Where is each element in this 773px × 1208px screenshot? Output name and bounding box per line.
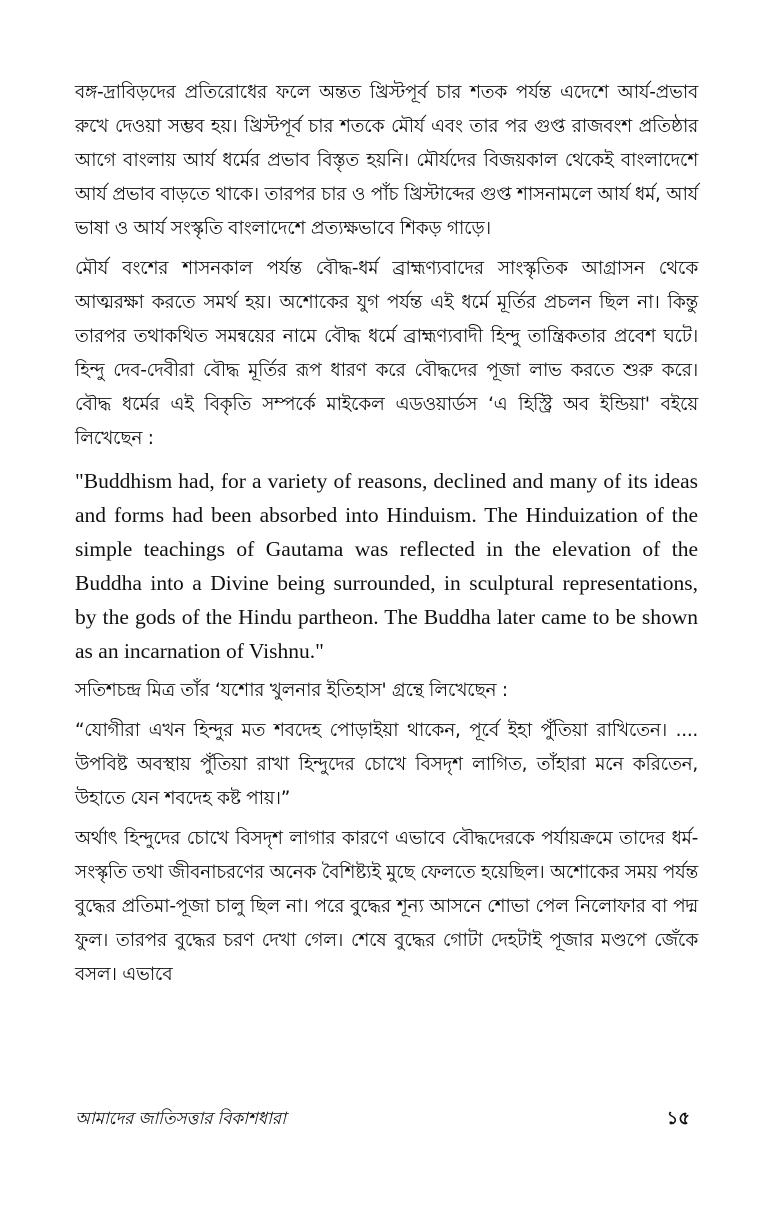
paragraph-citation-intro: সতিশচন্দ্র মিত্র তাঁর ‘যশোর খুলনার ইতিহাস' গ্রন্থে লিখেছেন : <box>75 680 508 701</box>
paragraph-buddhism-resistance: মৌর্য বংশের শাসনকাল পর্যন্ত বৌদ্ধ-ধর্ম ব্রাহ্মণ্যবাদের সাংস্কৃতিক আগ্রাসন থেকে আত্মরক্ষা করতে সমর্থ হয়। অশোকের যুগ পর্যন্ত এই ধর্মে মূর্তির প্রচলন ছিল না। কিন্তু তারপর তথাকথিত সমন্বয়ের নামে বৌদ্ধ ধর্মে ব্রাহ্মণ্যবাদী হিন্দু তান্ত্রিকতার প্রবেশ ঘটে। হিন্দু দেব-দেবীরা বৌদ্ধ মূর্তির রূপ ধারণ করে বৌদ্ধদের পূজা লাভ করতে শুরু করে। বৌদ্ধ ধর্মের এই বিকৃতি সম্পর্কে মাইকেল এডওয়ার্ডস ‘এ হিস্ট্রি অব ইন্ডিয়া' বইয়ে লিখেছেন : <box>75 258 698 449</box>
bengali-quotation-jogi: “যোগীরা এখন হিন্দুর মত শবদেহ পোড়াইয়া থাকেন, পূর্বে ইহা পুঁতিয়া রাখিতেন। .... উপবিষ্ট অবস্থায় পুঁতিয়া রাখা হিন্দুদের চোখে বিসদৃশ লাগিত, তাঁহারা মনে করিতেন, উহাতে যেন শবদেহ কষ্ট পায়।” <box>75 720 698 809</box>
paragraph-conclusion: অর্থাৎ হিন্দুদের চোখে বিসদৃশ লাগার কারণে এভাবে বৌদ্ধদেরকে পর্যায়ক্রমে তাদের ধর্ম-সংস্কৃতি তথা জীবনাচরণের অনেক বৈশিষ্ট্যই মুছে ফেলতে হয়েছিল। অশোকের সময় পর্যন্ত বুদ্ধের প্রতিমা-পূজা চালু ছিল না। পরে বুদ্ধের শূন্য আসনে শোভা পেল নিলোফার বা পদ্ম ফুল। তারপর বুদ্ধের চরণ দেখা গেল। শেষে বুদ্ধের গোটা দেহটাই পূজার মণ্ডপে জেঁকে বসল। এভাবে <box>75 828 698 985</box>
page-number: ১৫ <box>666 1108 690 1129</box>
page-body <box>75 76 698 992</box>
running-footer-book-title: আমাদের জাতিসত্তার বিকাশধারা <box>75 1109 286 1129</box>
english-quotation-edwardes: "Buddhism had, for a variety of reasons, declined and many of its ideas and forms had been absorbed into Hinduism. The Hinduization of the simple teachings of Gautama was reflected in the elevation of the Buddha into a Divine being surrounded, in sculptural representations, by the gods of the Hindu partheon. The Buddha later came to be shown as an incarnation of Vishnu." <box>75 469 698 663</box>
page-footer <box>75 1104 698 1134</box>
paragraph-aryan-influence: বঙ্গ-দ্রাবিড়দের প্রতিরোধের ফলে অন্তত খ্রিস্টপূর্ব চার শতক পর্যন্ত এদেশে আর্য-প্রভাব রুখে দেওয়া সম্ভব হয়। খ্রিস্টপূর্ব চার শতকে মৌর্য এবং তার পর গুপ্ত রাজবংশ প্রতিষ্ঠার আগে বাংলায় আর্য ধর্মের প্রভাব বিস্তৃত হয়নি। মৌর্যদের বিজয়কাল থেকেই বাংলাদেশে আর্য প্রভাব বাড়তে থাকে। তারপর চার ও পাঁচ খ্রিস্টাব্দের গুপ্ত শাসনামলে আর্য ধর্ম, আর্য ভাষা ও আর্য সংস্কৃতি বাংলাদেশে প্রত্যক্ষভাবে শিকড় গাড়ে। <box>75 82 698 239</box>
